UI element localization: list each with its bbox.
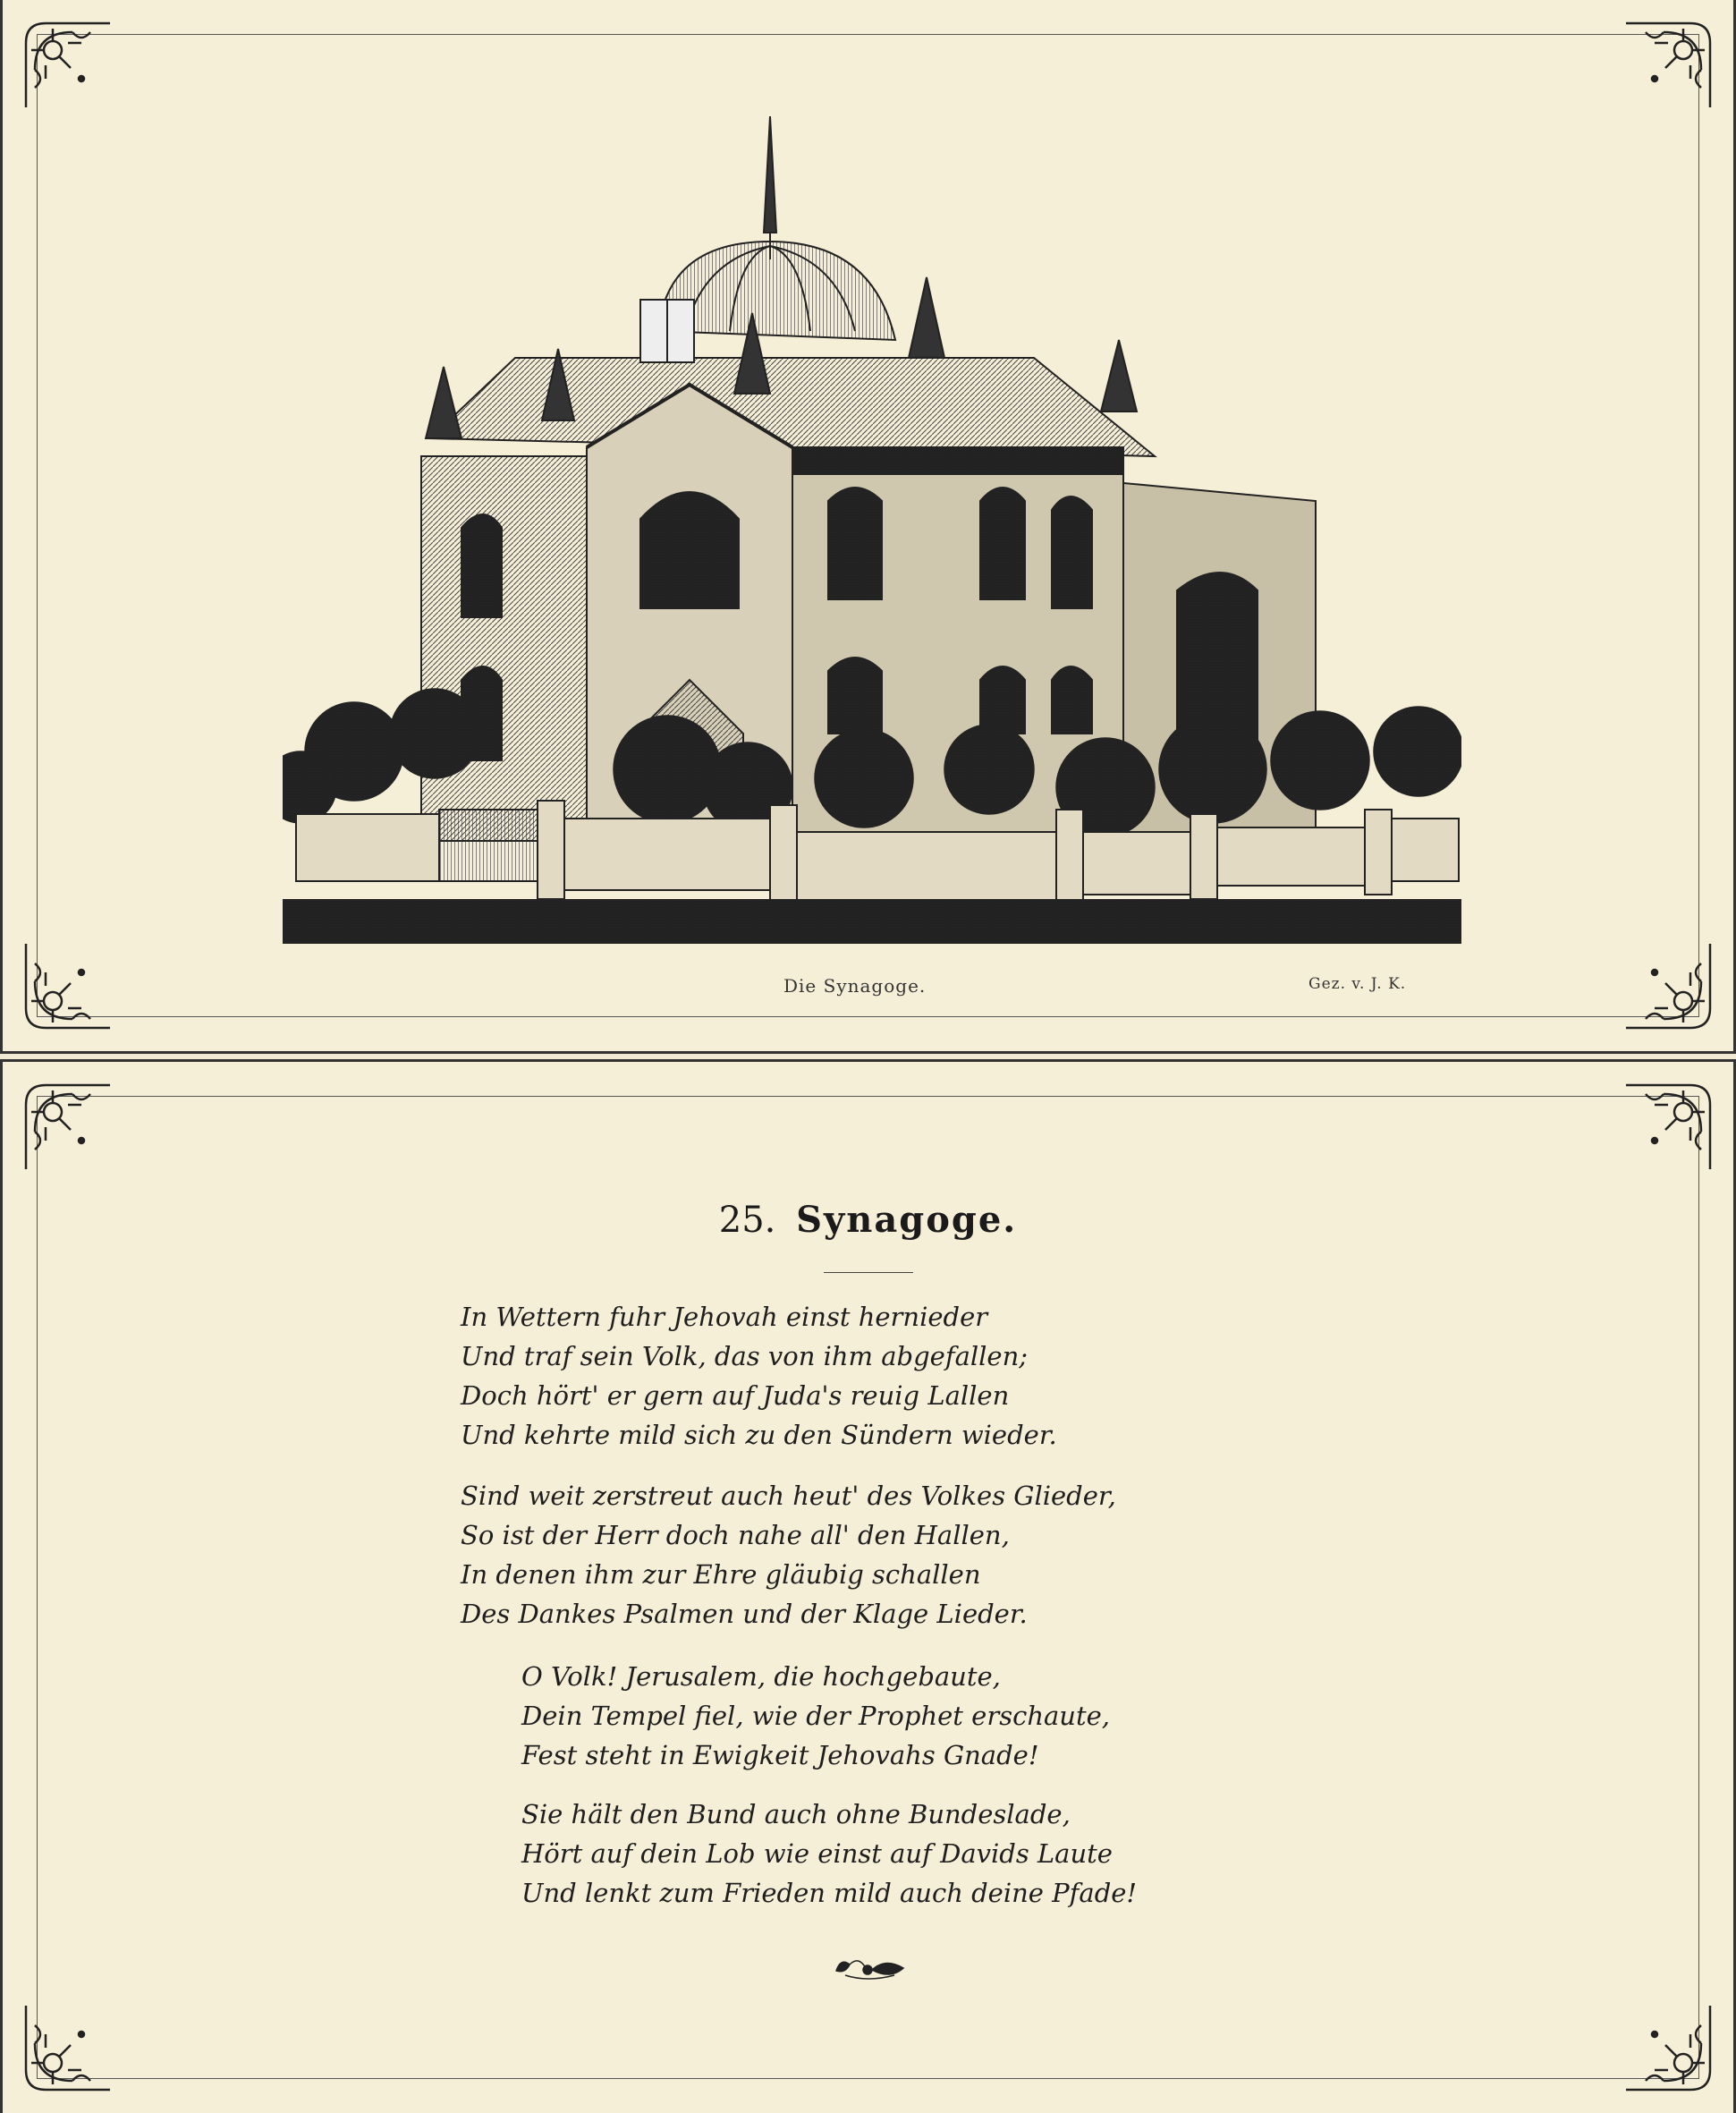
- ornament-corner-icon: [1619, 1998, 1717, 2097]
- illustration-credit: Gez. v. J. K.: [1308, 975, 1407, 993]
- poem-line: In Wettern fuhr Jehovah einst hernieder: [461, 1302, 988, 1332]
- poem-line: Hört auf dein Lob wie einst auf Davids Laute: [521, 1838, 1113, 1869]
- synagogue-engraving: [283, 54, 1461, 944]
- ornament-corner-icon: [1619, 16, 1717, 115]
- poem-line: Dein Tempel fiel, wie der Prophet erschaute,: [521, 1701, 1110, 1731]
- poem-line: So ist der Herr doch nahe all' den Hallen,: [461, 1520, 1010, 1550]
- ornament-corner-icon: [19, 937, 117, 1035]
- poem-line: Und traf sein Volk, das von ihm abgefallen;: [461, 1341, 1029, 1371]
- ornament-corner-icon: [1619, 1078, 1717, 1176]
- poem-line: O Volk! Jerusalem, die hochgebaute,: [521, 1661, 1001, 1692]
- stanza-3: [521, 1657, 1110, 1775]
- stanza-2: [461, 1476, 1116, 1634]
- heading-divider: [824, 1272, 913, 1273]
- ornament-corner-icon: [19, 16, 117, 115]
- poem-line: Des Dankes Psalmen und der Klage Lieder.: [461, 1599, 1028, 1629]
- poem-line: Und lenkt zum Frieden mild auch deine Pfade!: [521, 1878, 1138, 1908]
- poem-line: Sind weit zerstreut auch heut' des Volkes Glieder,: [461, 1481, 1116, 1511]
- stanza-1: [461, 1297, 1057, 1455]
- poem-line: Doch hört' er gern auf Juda's reuig Lallen: [461, 1380, 1010, 1411]
- poem-line: In denen ihm zur Ehre gläubig schallen: [461, 1559, 981, 1590]
- poem-number: 25.: [718, 1200, 776, 1241]
- ornament-corner-icon: [19, 1998, 117, 2097]
- poem-line: Fest steht in Ewigkeit Jehovahs Gnade!: [521, 1740, 1039, 1770]
- poem-line: Und kehrte mild sich zu den Sündern wieder.: [461, 1420, 1057, 1450]
- poem-title: Synagoge.: [796, 1199, 1018, 1241]
- stanza-4: [521, 1795, 1137, 1913]
- ornament-corner-icon: [19, 1078, 117, 1176]
- poem-heading: [0, 1199, 1736, 1241]
- ornament-corner-icon: [1619, 937, 1717, 1035]
- illustration-caption: Die Synagoge.: [783, 975, 927, 997]
- poem-line: Sie hält den Bund auch ohne Bundeslade,: [521, 1799, 1071, 1829]
- fleuron-icon: [832, 1948, 908, 1984]
- illustration-page: [0, 0, 1736, 1054]
